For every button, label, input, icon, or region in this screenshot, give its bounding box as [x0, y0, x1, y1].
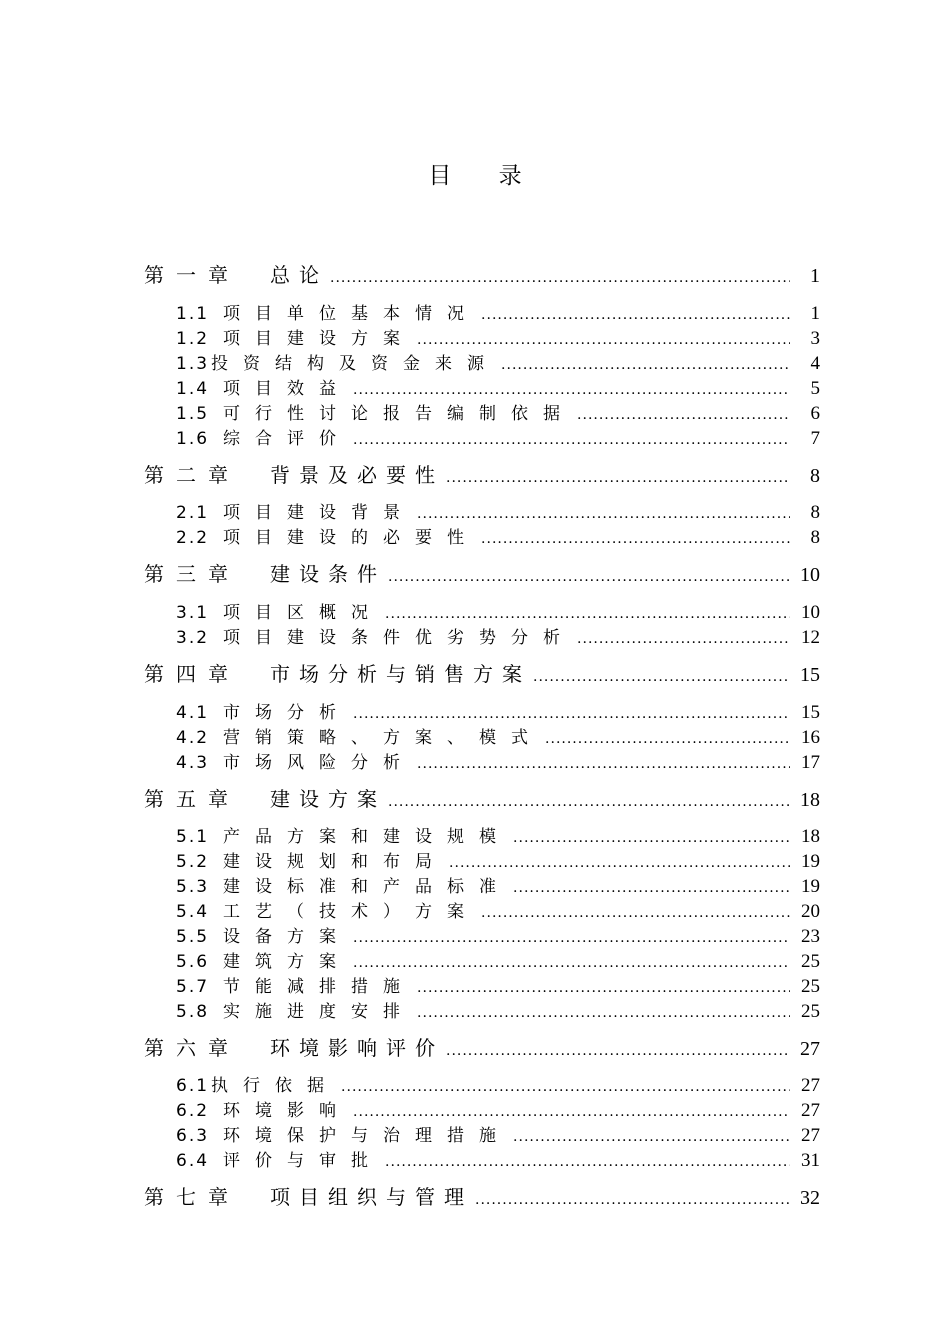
toc-section-5-1[interactable]: [176, 822, 820, 848]
page-number: 25: [801, 1001, 820, 1022]
chapter-title: 建设方案: [270, 787, 386, 811]
page-number: 15: [800, 664, 820, 686]
dot-leader: [385, 606, 790, 622]
toc-section-5-7[interactable]: [176, 972, 820, 998]
toc-section-6-2[interactable]: [176, 1096, 820, 1122]
toc-section-5-2[interactable]: [176, 847, 820, 873]
section-number: 5.1: [176, 827, 210, 847]
section-number: 5.6: [176, 952, 210, 972]
section-number: 1.5: [176, 404, 210, 424]
section-number: 5.5: [176, 927, 210, 947]
section-title: 项目区概况: [223, 603, 384, 623]
section-title: 项目建设背景: [223, 503, 416, 523]
dot-leader: [353, 1104, 790, 1120]
section-title: 项目效益: [223, 379, 352, 399]
section-number: 1.3: [176, 354, 210, 374]
chapter-number: 第七章: [144, 1185, 240, 1209]
page-number: 27: [800, 1038, 820, 1060]
toc-section-1-4[interactable]: [176, 374, 820, 400]
toc-section-2-2[interactable]: [176, 523, 820, 549]
page-title: 目 录: [428, 163, 542, 189]
dot-leader: [513, 1129, 790, 1145]
page-number: 19: [801, 851, 820, 872]
section-number: 2.2: [176, 528, 210, 548]
section-title: 环境保护与治理措施: [223, 1126, 512, 1146]
dot-leader: [481, 905, 790, 921]
page-number: 4: [810, 353, 820, 374]
toc-section-5-5[interactable]: [176, 922, 820, 948]
section-title: 评价与审批: [223, 1151, 384, 1171]
chapter-number: 第六章: [144, 1036, 240, 1060]
section-number: 5.3: [176, 877, 210, 897]
page-number: 12: [801, 627, 820, 648]
section-title: 实施进度安排: [223, 1002, 416, 1022]
toc-section-3-2[interactable]: [176, 623, 820, 649]
section-number: 2.1: [176, 503, 210, 523]
chapter-number: 第二章: [144, 463, 240, 487]
toc-section-5-3[interactable]: [176, 872, 820, 898]
section-title: 项目建设条件优劣势分析: [223, 628, 576, 648]
dot-leader: [545, 731, 790, 747]
toc-section-6-1[interactable]: [176, 1071, 820, 1097]
toc-chapter-4[interactable]: [144, 658, 820, 687]
dot-leader: [533, 669, 790, 685]
page-number: 17: [801, 752, 820, 773]
page-number: 18: [800, 789, 820, 811]
section-title: 建设规划和布局: [223, 852, 448, 872]
toc-chapter-3[interactable]: [144, 558, 820, 587]
page-number: 8: [810, 465, 820, 487]
page-number: 15: [801, 702, 820, 723]
dot-leader: [388, 569, 790, 585]
page-number: 16: [801, 727, 820, 748]
toc-section-1-5[interactable]: [176, 399, 820, 425]
section-number: 5.2: [176, 852, 210, 872]
page-number: 6: [810, 403, 820, 424]
chapter-title: 市场分析与销售方案: [270, 662, 531, 686]
dot-leader: [417, 980, 790, 996]
page-number: 25: [801, 951, 820, 972]
dot-leader: [417, 506, 790, 522]
toc-section-1-1[interactable]: [176, 299, 820, 325]
section-number: 5.4: [176, 902, 210, 922]
toc-section-5-8[interactable]: [176, 997, 820, 1023]
dot-leader: [353, 706, 790, 722]
page-number: 5: [810, 378, 820, 399]
toc-section-4-2[interactable]: [176, 723, 820, 749]
page-number: 18: [801, 826, 820, 847]
section-title: 项目建设的必要性: [223, 528, 480, 548]
dot-leader: [341, 1079, 790, 1095]
toc-section-4-3[interactable]: [176, 748, 820, 774]
chapter-number: 第五章: [144, 787, 240, 811]
dot-leader: [475, 1192, 790, 1208]
dot-leader: [353, 930, 790, 946]
section-title: 工艺（技术）方案: [223, 902, 480, 922]
dot-leader: [417, 1005, 790, 1021]
page-number: 31: [801, 1150, 820, 1171]
dot-leader: [501, 357, 790, 373]
section-title: 市场分析: [223, 703, 352, 723]
section-number: 6.4: [176, 1151, 210, 1171]
toc-section-5-6[interactable]: [176, 947, 820, 973]
section-number: 6.3: [176, 1126, 210, 1146]
section-title: 建设标准和产品标准: [223, 877, 512, 897]
toc-chapter-6[interactable]: [144, 1032, 820, 1061]
dot-leader: [353, 955, 790, 971]
dot-leader: [388, 794, 790, 810]
section-title: 建筑方案: [223, 952, 352, 972]
toc-chapter-5[interactable]: [144, 783, 820, 812]
dot-leader: [577, 631, 790, 647]
dot-leader: [353, 382, 790, 398]
dot-leader: [330, 270, 790, 286]
section-title: 产品方案和建设规模: [223, 827, 512, 847]
dot-leader: [577, 407, 790, 423]
section-number: 3.2: [176, 628, 210, 648]
toc-section-4-1[interactable]: [176, 698, 820, 724]
page-number: 1: [810, 303, 820, 324]
toc-section-1-2[interactable]: [176, 324, 820, 350]
section-number: 5.8: [176, 1002, 210, 1022]
dot-leader: [449, 855, 790, 871]
chapter-title: 总论: [270, 263, 328, 287]
chapter-title: 项目组织与管理: [270, 1185, 473, 1209]
page-number: 27: [801, 1125, 820, 1146]
section-title: 综合评价: [223, 429, 352, 449]
toc-section-3-1[interactable]: [176, 598, 820, 624]
chapter-title: 建设条件: [270, 562, 386, 586]
section-number: 1.1: [176, 304, 210, 324]
section-title: 可行性讨论报告编制依据: [223, 404, 576, 424]
section-number: 4.3: [176, 753, 210, 773]
chapter-title: 环境影响评价: [270, 1036, 444, 1060]
dot-leader: [481, 531, 790, 547]
section-number: 6.2: [176, 1101, 210, 1121]
dot-leader: [446, 1043, 790, 1059]
page-number: 32: [800, 1187, 820, 1209]
page-number: 10: [801, 602, 820, 623]
section-title: 投资结构及资金来源: [211, 354, 500, 374]
dot-leader: [513, 880, 790, 896]
section-title: 项目单位基本情况: [223, 304, 480, 324]
section-number: 5.7: [176, 977, 210, 997]
section-number: 4.2: [176, 728, 210, 748]
toc-section-6-4[interactable]: [176, 1146, 820, 1172]
dot-leader: [417, 332, 790, 348]
chapter-number: 第三章: [144, 562, 240, 586]
page-number: 8: [810, 502, 820, 523]
section-title: 节能减排措施: [223, 977, 416, 997]
page-number: 19: [801, 876, 820, 897]
section-number: 1.2: [176, 329, 210, 349]
dot-leader: [513, 830, 790, 846]
toc-section-5-4[interactable]: [176, 897, 820, 923]
chapter-number: 第一章: [144, 263, 240, 287]
dot-leader: [446, 470, 790, 486]
page-number: 27: [801, 1100, 820, 1121]
page-number: 23: [801, 926, 820, 947]
toc-chapter-2[interactable]: [144, 459, 820, 488]
section-number: 3.1: [176, 603, 210, 623]
page-number: 25: [801, 976, 820, 997]
dot-leader: [385, 1154, 790, 1170]
dot-leader: [417, 756, 790, 772]
toc-chapter-7[interactable]: [144, 1181, 820, 1210]
chapter-number: 第四章: [144, 662, 240, 686]
page-number: 27: [801, 1075, 820, 1096]
page-number: 7: [810, 428, 820, 449]
toc-chapter-1[interactable]: [144, 259, 820, 288]
dot-leader: [353, 432, 790, 448]
section-title: 项目建设方案: [223, 329, 416, 349]
section-title: 市场风险分析: [223, 753, 416, 773]
section-title: 营销策略、方案、模式: [223, 728, 544, 748]
section-title: 环境影响: [223, 1101, 352, 1121]
toc-section-2-1[interactable]: [176, 498, 820, 524]
page-number: 8: [810, 527, 820, 548]
toc-section-1-3[interactable]: [176, 349, 820, 375]
section-title: 执行依据: [211, 1076, 340, 1096]
page-number: 1: [810, 265, 820, 287]
section-number: 4.1: [176, 703, 210, 723]
dot-leader: [481, 307, 790, 323]
section-number: 1.6: [176, 429, 210, 449]
toc-section-6-3[interactable]: [176, 1121, 820, 1147]
chapter-title: 背景及必要性: [270, 463, 444, 487]
page-number: 10: [800, 564, 820, 586]
section-number: 1.4: [176, 379, 210, 399]
section-title: 设备方案: [223, 927, 352, 947]
page-number: 3: [810, 328, 820, 349]
toc-section-1-6[interactable]: [176, 424, 820, 450]
section-number: 6.1: [176, 1076, 210, 1096]
page-number: 20: [801, 901, 820, 922]
